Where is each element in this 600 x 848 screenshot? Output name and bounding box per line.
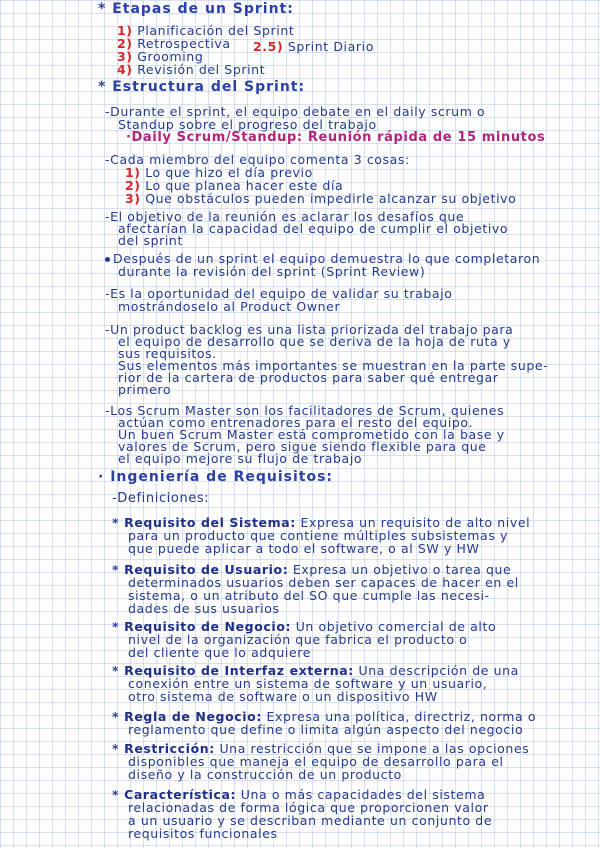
etapas-side-item: 2.5) Sprint Diario	[253, 39, 374, 54]
p6-line-6: primero	[118, 382, 172, 397]
definiciones-title: -Definiciones:	[112, 491, 210, 506]
p1-line-2: Standup sobre el progreso del trabajo	[118, 117, 377, 132]
p7-line-2: actúan como entrenadores para el resto del equipo.	[118, 415, 474, 430]
p6-line-2: el equipo de desarrollo que se deriva de la hoja de ruta y	[118, 334, 511, 349]
def-restriccion: * Restricción: Una restricción que se impone a las opciones	[112, 741, 530, 756]
bullet-dot	[105, 257, 110, 262]
def-requisito-usuario: * Requisito de Usuario: Expresa un objetivo o tarea que	[112, 562, 512, 577]
p6-line-1: -Un product backlog es una lista priorizada del trabajo para	[105, 322, 514, 337]
estructura-title: * Estructura del Sprint:	[98, 79, 306, 95]
def-caracteristica: * Característica: Una o más capacidades del sistema	[112, 787, 486, 802]
def-restriccion-line: diseño y la construcción de un producto	[128, 767, 402, 782]
ingenieria-title: · Ingeniería de Requisitos:	[98, 469, 334, 485]
etapas-title: * Etapas de un Sprint:	[98, 1, 294, 17]
daily-scrum-highlight: ·Daily Scrum/Standup: Reunión rápida de 15 minutos	[126, 130, 546, 145]
p7-line-4: valores de Scrum, pero sigue siendo flexible para que	[118, 439, 487, 454]
p3-line-3: del sprint	[118, 233, 183, 248]
def-caracteristica-line: a un usuario y se describan mediante un conjunto de	[128, 813, 493, 828]
p7-line-1: -Los Scrum Master son los facilitadores de Scrum, quienes	[105, 403, 505, 418]
p5-line-2: mostrándoselo al Product Owner	[118, 299, 341, 314]
p6-line-5: rior de la cartera de productos para saber qué entregar	[118, 370, 499, 385]
def-requisito-negocio-line: nivel de la organización que fabrica el producto o	[128, 632, 468, 647]
def-regla-negocio: * Regla de Negocio: Expresa una política, directriz, norma o	[112, 709, 537, 724]
p5-line-1: -Es la oportunidad del equipo de validar su trabajo	[105, 286, 453, 301]
p3-line-1: -El objetivo de la reunión es aclarar los desafíos que	[105, 209, 465, 224]
p1-line-1: -Durante el sprint, el equipo debate en el daily scrum o	[105, 104, 486, 119]
p4-line-1: Después de un sprint el equipo demuestra lo que completaron	[105, 252, 540, 266]
def-requisito-usuario-line: sistema, o un atributo del SO que cumple las necesi-	[128, 588, 490, 603]
def-regla-negocio-line: reglamento que define o limita algún aspecto del negocio	[128, 722, 524, 737]
def-caracteristica-line: requisitos funcionales	[128, 826, 278, 841]
p2-item-2: 2) Lo que planea hacer este día	[125, 178, 344, 193]
etapas-item-4: 4) Revisión del Sprint	[117, 62, 266, 77]
p7-line-5: el equipo mejore su flujo de trabajo	[118, 451, 363, 466]
def-requisito-interfaz-line: otro sistema de software o un dispositivo HW	[128, 689, 438, 704]
p6-line-3: sus requisitos.	[118, 346, 217, 361]
def-requisito-interfaz: * Requisito de Interfaz externa: Una descripción de una	[112, 663, 519, 678]
etapas-item-2: 2) Retrospectiva	[117, 36, 231, 51]
p3-line-2: afectarían la capacidad del equipo de cumplir el objetivo	[118, 221, 509, 236]
def-requisito-sistema: * Requisito del Sistema: Expresa un requisito de alto nivel	[112, 515, 531, 530]
def-requisito-sistema-line: para un producto que contiene múltiples subsistemas y	[128, 528, 509, 543]
etapas-item-1: 1) Planificación del Sprint	[117, 23, 295, 38]
def-requisito-usuario-line: dades de sus usuarios	[128, 601, 280, 616]
p2-item-3: 3) Que obstáculos pueden impedirle alcanzar su objetivo	[125, 191, 517, 206]
p4-line-2: durante la revisión del sprint (Sprint Review)	[118, 264, 426, 279]
p6-line-4: Sus elementos más importantes se muestran en la parte supe-	[118, 358, 549, 373]
def-requisito-negocio: * Requisito de Negocio: Un objetivo comercial de alto	[112, 619, 497, 634]
def-requisito-interfaz-line: conexión entre un sistema de software y un usuario,	[128, 676, 488, 691]
def-requisito-negocio-line: del cliente que lo adquiere	[128, 645, 312, 660]
def-caracteristica-line: relacionadas de forma lógica que proporcionen valor	[128, 800, 489, 815]
def-requisito-sistema-line: que puede aplicar a todo el software, o al SW y HW	[128, 541, 480, 556]
def-requisito-usuario-line: determinados usuarios deben ser capaces de hacer en el	[128, 575, 519, 590]
p7-line-3: Un buen Scrum Master está comprometido con la base y	[118, 427, 505, 442]
def-restriccion-line: disponibles que maneja el equipo de desarrollo para el	[128, 754, 504, 769]
p2-line: -Cada miembro del equipo comenta 3 cosas:	[105, 152, 410, 167]
etapas-item-3: 3) Grooming	[117, 49, 204, 64]
p2-item-1: 1) Lo que hizo el día previo	[125, 165, 313, 180]
